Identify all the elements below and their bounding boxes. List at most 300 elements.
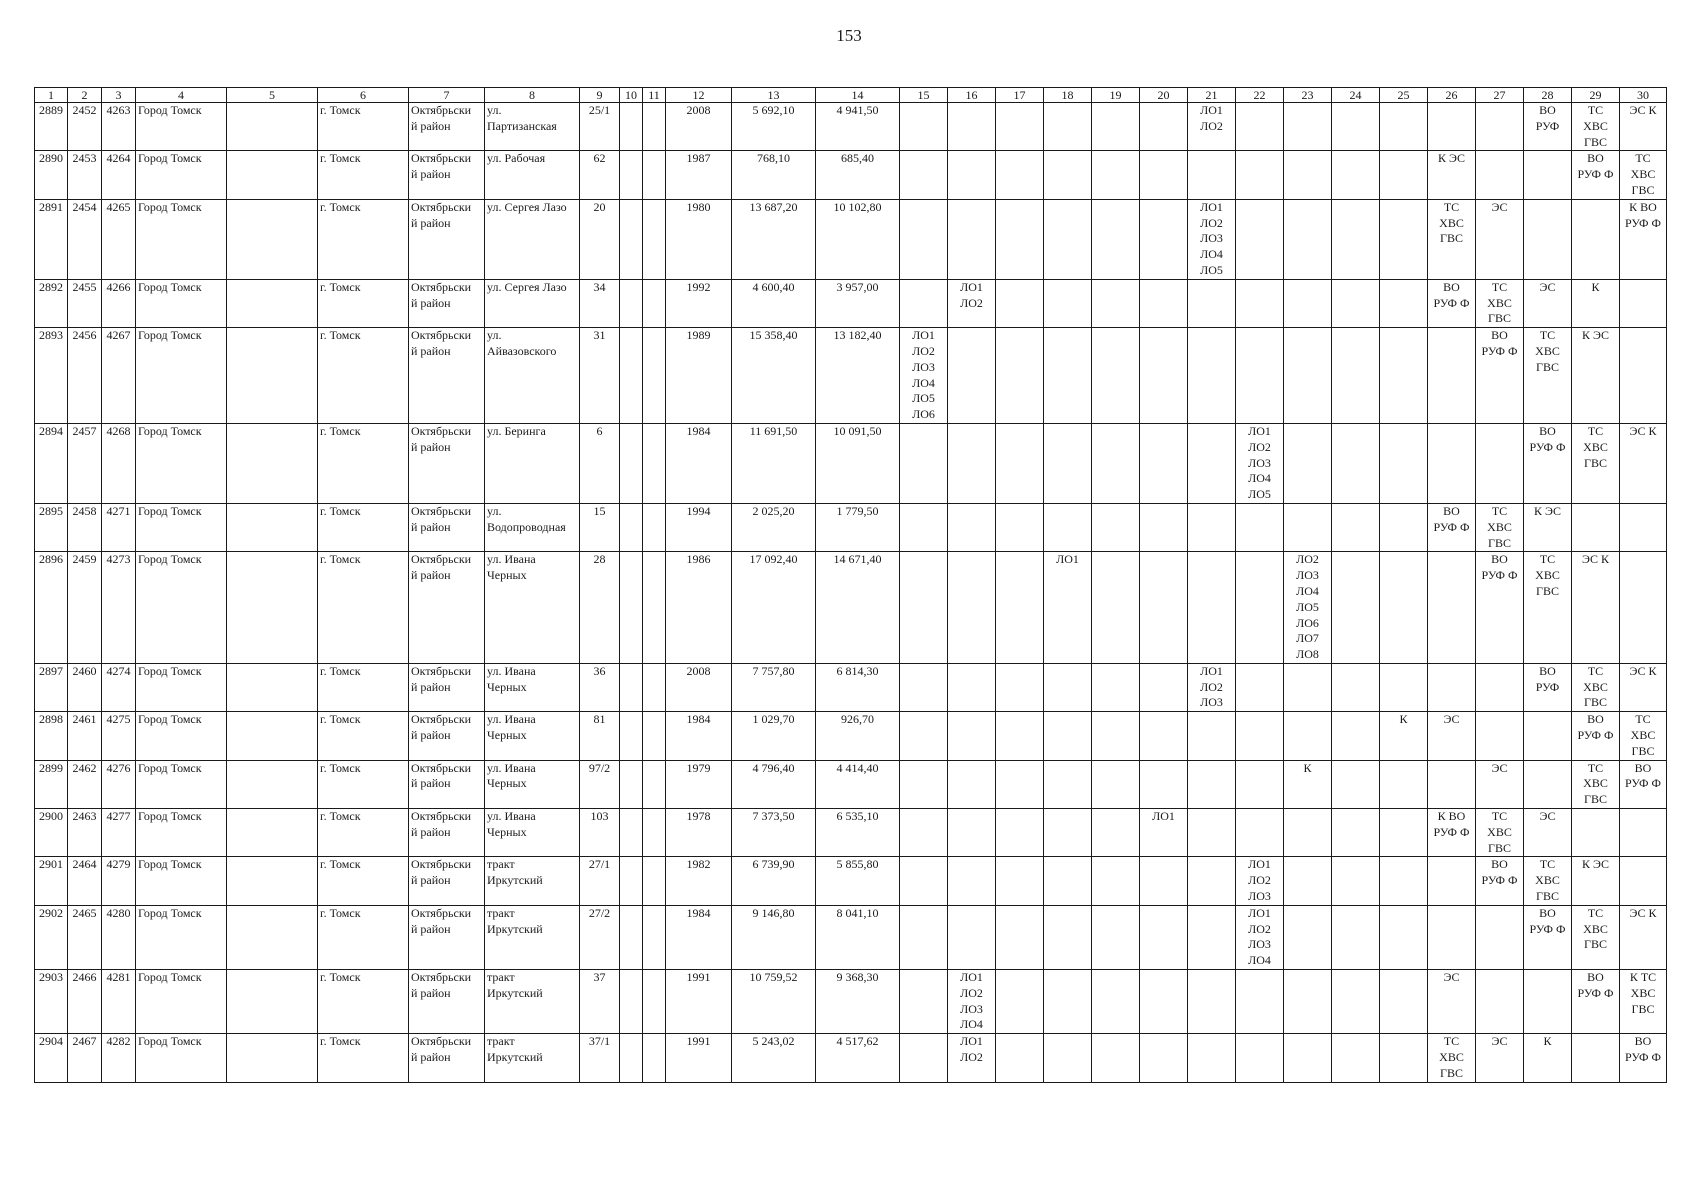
table-cell-col-3: 4264 — [102, 151, 136, 199]
table-cell-col-6: г. Томск — [318, 857, 409, 905]
table-cell-col-12: 1984 — [666, 905, 732, 969]
table-cell-col-16 — [948, 423, 996, 503]
table-cell-col-14: 9 368,30 — [816, 970, 900, 1034]
table-cell-col-24 — [1332, 712, 1380, 760]
table-cell-col-22 — [1236, 279, 1284, 327]
table-cell-col-7: Октябрьски й район — [409, 970, 485, 1034]
table-cell-col-26: ЭС — [1428, 970, 1476, 1034]
column-header-13: 13 — [732, 88, 816, 103]
table-cell-col-2: 2463 — [68, 809, 102, 857]
table-cell-col-17 — [996, 328, 1044, 424]
table-cell-col-4: Город Томск — [136, 199, 227, 279]
column-header-7: 7 — [409, 88, 485, 103]
table-cell-col-14: 4 517,62 — [816, 1034, 900, 1082]
table-cell-col-5 — [227, 857, 318, 905]
table-cell-col-30: К ТС ХВС ГВС — [1620, 970, 1667, 1034]
table-cell-col-17 — [996, 970, 1044, 1034]
table-cell-col-16 — [948, 809, 996, 857]
table-cell-col-11 — [643, 279, 666, 327]
table-cell-col-11 — [643, 328, 666, 424]
table-row — [35, 151, 1667, 199]
table-cell-col-23 — [1284, 103, 1332, 151]
table-cell-col-14: 4 414,40 — [816, 760, 900, 808]
table-cell-col-16 — [948, 151, 996, 199]
table-cell-col-18 — [1044, 279, 1092, 327]
table-cell-col-29: ТС ХВС ГВС — [1572, 905, 1620, 969]
table-cell-col-28 — [1524, 970, 1572, 1034]
table-cell-col-2: 2455 — [68, 279, 102, 327]
table-cell-col-18 — [1044, 103, 1092, 151]
table-cell-col-30: ЭС К — [1620, 905, 1667, 969]
table-cell-col-30: ЭС К — [1620, 663, 1667, 711]
table-cell-col-26: ЭС — [1428, 712, 1476, 760]
table-cell-col-27: ТС ХВС ГВС — [1476, 503, 1524, 551]
table-cell-col-18 — [1044, 151, 1092, 199]
table-cell-col-15 — [900, 970, 948, 1034]
table-cell-col-17 — [996, 905, 1044, 969]
table-cell-col-2: 2454 — [68, 199, 102, 279]
table-cell-col-29: К — [1572, 279, 1620, 327]
table-cell-col-4: Город Томск — [136, 809, 227, 857]
table-row — [35, 905, 1667, 969]
table-cell-col-12: 1991 — [666, 970, 732, 1034]
table-cell-col-6: г. Томск — [318, 503, 409, 551]
column-header-26: 26 — [1428, 88, 1476, 103]
table-cell-col-24 — [1332, 552, 1380, 664]
table-cell-col-6: г. Томск — [318, 199, 409, 279]
table-cell-col-2: 2457 — [68, 423, 102, 503]
table-cell-col-13: 15 358,40 — [732, 328, 816, 424]
column-header-21: 21 — [1188, 88, 1236, 103]
table-cell-col-12: 1991 — [666, 1034, 732, 1082]
table-cell-col-14: 14 671,40 — [816, 552, 900, 664]
table-cell-col-19 — [1092, 199, 1140, 279]
table-cell-col-7: Октябрьски й район — [409, 760, 485, 808]
table-cell-col-30: ЭС К — [1620, 103, 1667, 151]
table-cell-col-19 — [1092, 552, 1140, 664]
table-cell-col-22 — [1236, 503, 1284, 551]
table-cell-col-27: ТС ХВС ГВС — [1476, 809, 1524, 857]
table-cell-col-14: 13 182,40 — [816, 328, 900, 424]
table-cell-col-1: 2891 — [35, 199, 68, 279]
table-cell-col-19 — [1092, 663, 1140, 711]
table-cell-col-7: Октябрьски й район — [409, 279, 485, 327]
table-cell-col-17 — [996, 712, 1044, 760]
table-cell-col-15 — [900, 503, 948, 551]
table-cell-col-13: 10 759,52 — [732, 970, 816, 1034]
table-cell-col-26 — [1428, 760, 1476, 808]
table-cell-col-2: 2452 — [68, 103, 102, 151]
table-cell-col-9: 20 — [580, 199, 620, 279]
table-cell-col-27: ЭС — [1476, 199, 1524, 279]
table-cell-col-28 — [1524, 151, 1572, 199]
table-row — [35, 103, 1667, 151]
table-cell-col-7: Октябрьски й район — [409, 199, 485, 279]
table-cell-col-15 — [900, 1034, 948, 1082]
table-cell-col-18 — [1044, 712, 1092, 760]
table-cell-col-19 — [1092, 279, 1140, 327]
table-cell-col-3: 4282 — [102, 1034, 136, 1082]
column-header-3: 3 — [102, 88, 136, 103]
table-cell-col-25 — [1380, 503, 1428, 551]
table-cell-col-23 — [1284, 712, 1332, 760]
table-cell-col-15 — [900, 663, 948, 711]
table-row — [35, 712, 1667, 760]
table-cell-col-23 — [1284, 423, 1332, 503]
table-cell-col-27 — [1476, 663, 1524, 711]
table-cell-col-16 — [948, 760, 996, 808]
table-cell-col-19 — [1092, 905, 1140, 969]
table-cell-col-1: 2900 — [35, 809, 68, 857]
table-cell-col-22 — [1236, 970, 1284, 1034]
table-cell-col-21: ЛО1 ЛО2 — [1188, 103, 1236, 151]
table-cell-col-11 — [643, 905, 666, 969]
table-cell-col-6: г. Томск — [318, 663, 409, 711]
table-cell-col-7: Октябрьски й район — [409, 151, 485, 199]
table-cell-col-27: ВО РУФ Ф — [1476, 552, 1524, 664]
table-cell-col-19 — [1092, 503, 1140, 551]
column-header-9: 9 — [580, 88, 620, 103]
table-cell-col-3: 4268 — [102, 423, 136, 503]
table-cell-col-29 — [1572, 199, 1620, 279]
column-header-25: 25 — [1380, 88, 1428, 103]
table-cell-col-10 — [620, 552, 643, 664]
table-cell-col-19 — [1092, 760, 1140, 808]
table-cell-col-7: Октябрьски й район — [409, 328, 485, 424]
table-cell-col-7: Октябрьски й район — [409, 552, 485, 664]
table-cell-col-6: г. Томск — [318, 760, 409, 808]
table-cell-col-1: 2896 — [35, 552, 68, 664]
table-cell-col-5 — [227, 423, 318, 503]
table-cell-col-27 — [1476, 712, 1524, 760]
table-cell-col-18 — [1044, 423, 1092, 503]
table-cell-col-10 — [620, 663, 643, 711]
table-cell-col-5 — [227, 151, 318, 199]
column-header-28: 28 — [1524, 88, 1572, 103]
table-cell-col-21: ЛО1 ЛО2 ЛО3 — [1188, 663, 1236, 711]
table-cell-col-25 — [1380, 279, 1428, 327]
table-cell-col-10 — [620, 857, 643, 905]
page-number: 153 — [836, 26, 862, 45]
table-cell-col-12: 1994 — [666, 503, 732, 551]
column-header-19: 19 — [1092, 88, 1140, 103]
table-row — [35, 809, 1667, 857]
table-cell-col-6: г. Томск — [318, 1034, 409, 1082]
table-cell-col-22: ЛО1 ЛО2 ЛО3 — [1236, 857, 1284, 905]
table-cell-col-9: 25/1 — [580, 103, 620, 151]
table-cell-col-1: 2904 — [35, 1034, 68, 1082]
table-cell-col-28: К ЭС — [1524, 503, 1572, 551]
table-cell-col-27 — [1476, 423, 1524, 503]
table-cell-col-21 — [1188, 503, 1236, 551]
table-cell-col-10 — [620, 503, 643, 551]
table-cell-col-4: Город Томск — [136, 103, 227, 151]
table-cell-col-27: ТС ХВС ГВС — [1476, 279, 1524, 327]
table-cell-col-24 — [1332, 279, 1380, 327]
table-row — [35, 857, 1667, 905]
table-cell-col-8: ул. Ивана Черных — [485, 552, 580, 664]
table-cell-col-14: 3 957,00 — [816, 279, 900, 327]
table-cell-col-22 — [1236, 809, 1284, 857]
table-cell-col-3: 4275 — [102, 712, 136, 760]
table-cell-col-11 — [643, 1034, 666, 1082]
table-cell-col-18 — [1044, 663, 1092, 711]
table-cell-col-29: ТС ХВС ГВС — [1572, 423, 1620, 503]
table-cell-col-6: г. Томск — [318, 905, 409, 969]
table-cell-col-8: тракт Иркутский — [485, 905, 580, 969]
table-cell-col-10 — [620, 103, 643, 151]
table-cell-col-9: 28 — [580, 552, 620, 664]
table-cell-col-20 — [1140, 503, 1188, 551]
table-cell-col-15 — [900, 199, 948, 279]
table-cell-col-25: К — [1380, 712, 1428, 760]
table-cell-col-5 — [227, 103, 318, 151]
table-cell-col-22 — [1236, 199, 1284, 279]
table-cell-col-8: ул. Партизанская — [485, 103, 580, 151]
table-cell-col-17 — [996, 809, 1044, 857]
column-header-10: 10 — [620, 88, 643, 103]
table-cell-col-21 — [1188, 1034, 1236, 1082]
table-cell-col-12: 1979 — [666, 760, 732, 808]
table-cell-col-19 — [1092, 103, 1140, 151]
table-cell-col-18 — [1044, 760, 1092, 808]
table-cell-col-25 — [1380, 151, 1428, 199]
table-cell-col-28 — [1524, 712, 1572, 760]
table-cell-col-22: ЛО1 ЛО2 ЛО3 ЛО4 — [1236, 905, 1284, 969]
column-header-2: 2 — [68, 88, 102, 103]
table-cell-col-30 — [1620, 857, 1667, 905]
table-cell-col-4: Город Томск — [136, 712, 227, 760]
table-cell-col-24 — [1332, 423, 1380, 503]
table-cell-col-15 — [900, 423, 948, 503]
column-header-22: 22 — [1236, 88, 1284, 103]
table-cell-col-16 — [948, 552, 996, 664]
table-cell-col-27: ЭС — [1476, 1034, 1524, 1082]
table-cell-col-30: ВО РУФ Ф — [1620, 760, 1667, 808]
table-cell-col-11 — [643, 760, 666, 808]
table-cell-col-25 — [1380, 760, 1428, 808]
column-header-6: 6 — [318, 88, 409, 103]
table-cell-col-11 — [643, 199, 666, 279]
table-cell-col-8: ул. Ивана Черных — [485, 760, 580, 808]
table-cell-col-21 — [1188, 712, 1236, 760]
table-cell-col-2: 2460 — [68, 663, 102, 711]
table-cell-col-3: 4274 — [102, 663, 136, 711]
table-cell-col-16 — [948, 503, 996, 551]
table-row — [35, 970, 1667, 1034]
table-cell-col-17 — [996, 279, 1044, 327]
table-cell-col-10 — [620, 1034, 643, 1082]
table-cell-col-23 — [1284, 199, 1332, 279]
table-cell-col-6: г. Томск — [318, 423, 409, 503]
column-header-5: 5 — [227, 88, 318, 103]
table-cell-col-18 — [1044, 503, 1092, 551]
table-cell-col-9: 81 — [580, 712, 620, 760]
building-registry-table — [34, 87, 1667, 1083]
table-cell-col-26: К ВО РУФ Ф — [1428, 809, 1476, 857]
table-cell-col-23: К — [1284, 760, 1332, 808]
table-cell-col-4: Город Томск — [136, 151, 227, 199]
table-cell-col-25 — [1380, 552, 1428, 664]
table-cell-col-13: 7 757,80 — [732, 663, 816, 711]
table-cell-col-13: 6 739,90 — [732, 857, 816, 905]
column-header-11: 11 — [643, 88, 666, 103]
table-cell-col-23 — [1284, 1034, 1332, 1082]
table-cell-col-6: г. Томск — [318, 712, 409, 760]
table-cell-col-3: 4279 — [102, 857, 136, 905]
column-header-18: 18 — [1044, 88, 1092, 103]
column-header-23: 23 — [1284, 88, 1332, 103]
table-cell-col-20 — [1140, 970, 1188, 1034]
table-cell-col-6: г. Томск — [318, 279, 409, 327]
table-cell-col-17 — [996, 552, 1044, 664]
table-cell-col-29 — [1572, 1034, 1620, 1082]
table-cell-col-15: ЛО1 ЛО2 ЛО3 ЛО4 ЛО5 ЛО6 — [900, 328, 948, 424]
table-cell-col-14: 926,70 — [816, 712, 900, 760]
table-cell-col-4: Город Томск — [136, 663, 227, 711]
table-cell-col-26 — [1428, 663, 1476, 711]
table-cell-col-5 — [227, 760, 318, 808]
table-cell-col-10 — [620, 970, 643, 1034]
table-cell-col-27 — [1476, 970, 1524, 1034]
table-cell-col-20 — [1140, 712, 1188, 760]
table-cell-col-13: 1 029,70 — [732, 712, 816, 760]
table-cell-col-23 — [1284, 905, 1332, 969]
table-cell-col-12: 1984 — [666, 712, 732, 760]
table-cell-col-28: ТС ХВС ГВС — [1524, 552, 1572, 664]
table-cell-col-29 — [1572, 809, 1620, 857]
table-row — [35, 1034, 1667, 1082]
table-cell-col-19 — [1092, 970, 1140, 1034]
table-cell-col-11 — [643, 809, 666, 857]
table-cell-col-26: ВО РУФ Ф — [1428, 279, 1476, 327]
table-cell-col-9: 103 — [580, 809, 620, 857]
table-cell-col-1: 2898 — [35, 712, 68, 760]
column-header-17: 17 — [996, 88, 1044, 103]
column-header-16: 16 — [948, 88, 996, 103]
table-row — [35, 663, 1667, 711]
table-cell-col-12: 1978 — [666, 809, 732, 857]
column-number-header-row — [35, 88, 1667, 103]
table-row — [35, 552, 1667, 664]
table-cell-col-1: 2893 — [35, 328, 68, 424]
table-cell-col-20 — [1140, 552, 1188, 664]
table-cell-col-30 — [1620, 809, 1667, 857]
column-header-30: 30 — [1620, 88, 1667, 103]
table-cell-col-4: Город Томск — [136, 760, 227, 808]
table-cell-col-20 — [1140, 151, 1188, 199]
table-cell-col-26 — [1428, 423, 1476, 503]
table-cell-col-13: 11 691,50 — [732, 423, 816, 503]
table-cell-col-30 — [1620, 279, 1667, 327]
table-cell-col-16: ЛО1 ЛО2 — [948, 1034, 996, 1082]
table-cell-col-9: 15 — [580, 503, 620, 551]
table-cell-col-20 — [1140, 1034, 1188, 1082]
table-cell-col-14: 1 779,50 — [816, 503, 900, 551]
table-cell-col-16: ЛО1 ЛО2 — [948, 279, 996, 327]
table-cell-col-19 — [1092, 151, 1140, 199]
table-cell-col-14: 4 941,50 — [816, 103, 900, 151]
table-cell-col-11 — [643, 423, 666, 503]
table-cell-col-4: Город Томск — [136, 552, 227, 664]
table-cell-col-20 — [1140, 279, 1188, 327]
table-cell-col-8: тракт Иркутский — [485, 1034, 580, 1082]
table-cell-col-21: ЛО1 ЛО2 ЛО3 ЛО4 ЛО5 — [1188, 199, 1236, 279]
table-cell-col-22 — [1236, 328, 1284, 424]
table-cell-col-26: ТС ХВС ГВС — [1428, 1034, 1476, 1082]
table-cell-col-16 — [948, 905, 996, 969]
table-cell-col-21 — [1188, 328, 1236, 424]
table-cell-col-13: 2 025,20 — [732, 503, 816, 551]
table-cell-col-14: 5 855,80 — [816, 857, 900, 905]
table-cell-col-24 — [1332, 328, 1380, 424]
table-cell-col-14: 6 535,10 — [816, 809, 900, 857]
table-cell-col-25 — [1380, 423, 1428, 503]
table-cell-col-18 — [1044, 328, 1092, 424]
table-row — [35, 423, 1667, 503]
table-cell-col-3: 4267 — [102, 328, 136, 424]
table-cell-col-8: ул. Водопроводная — [485, 503, 580, 551]
table-cell-col-12: 1984 — [666, 423, 732, 503]
table-cell-col-5 — [227, 503, 318, 551]
table-cell-col-10 — [620, 423, 643, 503]
table-cell-col-9: 36 — [580, 663, 620, 711]
table-cell-col-30: К ВО РУФ Ф — [1620, 199, 1667, 279]
table-cell-col-15 — [900, 552, 948, 664]
table-cell-col-26 — [1428, 552, 1476, 664]
table-cell-col-25 — [1380, 905, 1428, 969]
column-header-12: 12 — [666, 88, 732, 103]
table-cell-col-22 — [1236, 760, 1284, 808]
table-cell-col-21 — [1188, 809, 1236, 857]
table-cell-col-23 — [1284, 857, 1332, 905]
table-cell-col-27: ВО РУФ Ф — [1476, 328, 1524, 424]
table-cell-col-2: 2467 — [68, 1034, 102, 1082]
table-cell-col-20 — [1140, 199, 1188, 279]
table-cell-col-11 — [643, 103, 666, 151]
table-cell-col-30: ТС ХВС ГВС — [1620, 712, 1667, 760]
table-cell-col-1: 2895 — [35, 503, 68, 551]
table-cell-col-1: 2901 — [35, 857, 68, 905]
table-cell-col-29: ТС ХВС ГВС — [1572, 103, 1620, 151]
table-cell-col-2: 2461 — [68, 712, 102, 760]
table-cell-col-24 — [1332, 1034, 1380, 1082]
table-cell-col-24 — [1332, 857, 1380, 905]
table-cell-col-20 — [1140, 760, 1188, 808]
column-header-4: 4 — [136, 88, 227, 103]
table-cell-col-9: 34 — [580, 279, 620, 327]
table-cell-col-3: 4276 — [102, 760, 136, 808]
table-cell-col-13: 4 600,40 — [732, 279, 816, 327]
table-cell-col-18 — [1044, 905, 1092, 969]
table-cell-col-17 — [996, 760, 1044, 808]
table-cell-col-17 — [996, 663, 1044, 711]
table-cell-col-22 — [1236, 663, 1284, 711]
table-cell-col-10 — [620, 905, 643, 969]
table-cell-col-30 — [1620, 503, 1667, 551]
table-cell-col-23: ЛО2 ЛО3 ЛО4 ЛО5 ЛО6 ЛО7 ЛО8 — [1284, 552, 1332, 664]
table-cell-col-1: 2890 — [35, 151, 68, 199]
table-cell-col-3: 4281 — [102, 970, 136, 1034]
table-cell-col-15 — [900, 809, 948, 857]
table-cell-col-2: 2453 — [68, 151, 102, 199]
table-cell-col-28: ЭС — [1524, 809, 1572, 857]
table-cell-col-25 — [1380, 199, 1428, 279]
table-row — [35, 503, 1667, 551]
table-cell-col-6: г. Томск — [318, 151, 409, 199]
table-cell-col-27 — [1476, 103, 1524, 151]
table-row — [35, 328, 1667, 424]
